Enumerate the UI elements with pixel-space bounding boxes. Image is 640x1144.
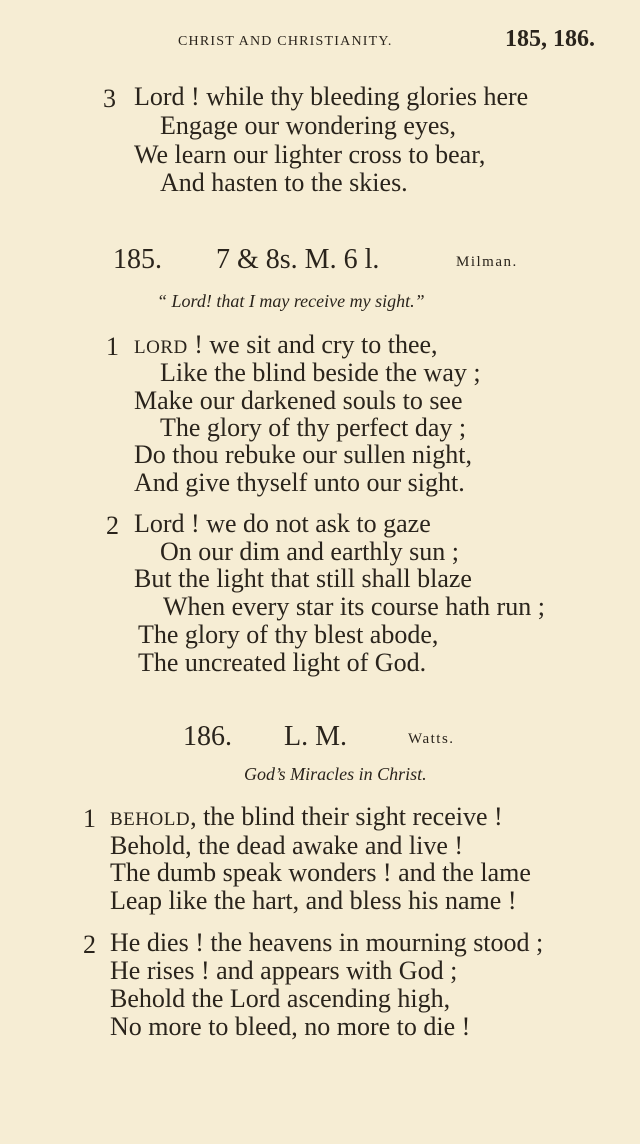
verse-line: No more to bleed, no more to die !	[110, 1012, 471, 1041]
verse-number: 2	[83, 930, 96, 959]
verse-line: Make our darkened souls to see	[134, 386, 463, 415]
verse-line: But the light that still shall blaze	[134, 564, 472, 593]
verse-line: Lord ! we do not ask to gaze	[134, 509, 431, 538]
verse-line: The glory of thy blest abode,	[138, 620, 439, 649]
verse-line: Like the blind beside the way ;	[160, 358, 481, 387]
hymn-number: 185.	[113, 244, 162, 275]
verse-line: We learn our lighter cross to bear,	[134, 140, 486, 169]
verse-line: Do thou rebuke our sullen night,	[134, 440, 472, 469]
verse-line: Lord ! while thy bleeding glories here	[134, 82, 529, 111]
hymn-subtitle: God’s Miracles in Christ.	[244, 764, 427, 784]
verse-line: Behold the Lord ascending high,	[110, 984, 451, 1013]
hymn-number: 186.	[183, 721, 232, 752]
verse-number: 3	[103, 84, 116, 113]
verse-line: On our dim and earthly sun ;	[160, 537, 459, 566]
verse-first-word: BEHOLD	[110, 809, 191, 830]
page-numbers: 185, 186.	[505, 26, 595, 52]
verse-line: The dumb speak wonders ! and the lame	[110, 858, 531, 887]
verse-line: And hasten to the skies.	[160, 168, 408, 197]
hymn-meter: 7 & 8s. M. 6 l.	[216, 244, 380, 275]
verse-number: 1	[106, 332, 119, 361]
verse-line: The glory of thy perfect day ;	[160, 413, 467, 442]
verse-line: And give thyself unto our sight.	[134, 468, 465, 497]
verse-number: 1	[83, 804, 96, 833]
hymn-author: Milman.	[456, 254, 518, 270]
verse-line: Behold, the dead awake and live !	[110, 831, 464, 860]
hymn-author: Watts.	[408, 731, 455, 747]
verse-line: He rises ! and appears with God ;	[110, 956, 458, 985]
verse-first-word: LORD	[134, 337, 188, 358]
running-title: CHRIST AND CHRISTIANITY.	[178, 34, 393, 49]
hymn-subtitle: “ Lord! that I may receive my sight.”	[157, 291, 425, 311]
verse-line: Leap like the hart, and bless his name !	[110, 886, 517, 915]
verse-line: When every star its course hath run ;	[163, 592, 545, 621]
verse-line-rest: ! we sit and cry to thee,	[187, 330, 438, 359]
verse-line: The uncreated light of God.	[138, 648, 427, 677]
verse-line: Engage our wondering eyes,	[160, 111, 457, 140]
verse-line: He dies ! the heavens in mourning stood ;	[110, 928, 544, 957]
verse-line-rest: , the blind their sight receive !	[190, 802, 503, 831]
hymn-meter: L. M.	[284, 721, 347, 752]
verse-number: 2	[106, 511, 119, 540]
